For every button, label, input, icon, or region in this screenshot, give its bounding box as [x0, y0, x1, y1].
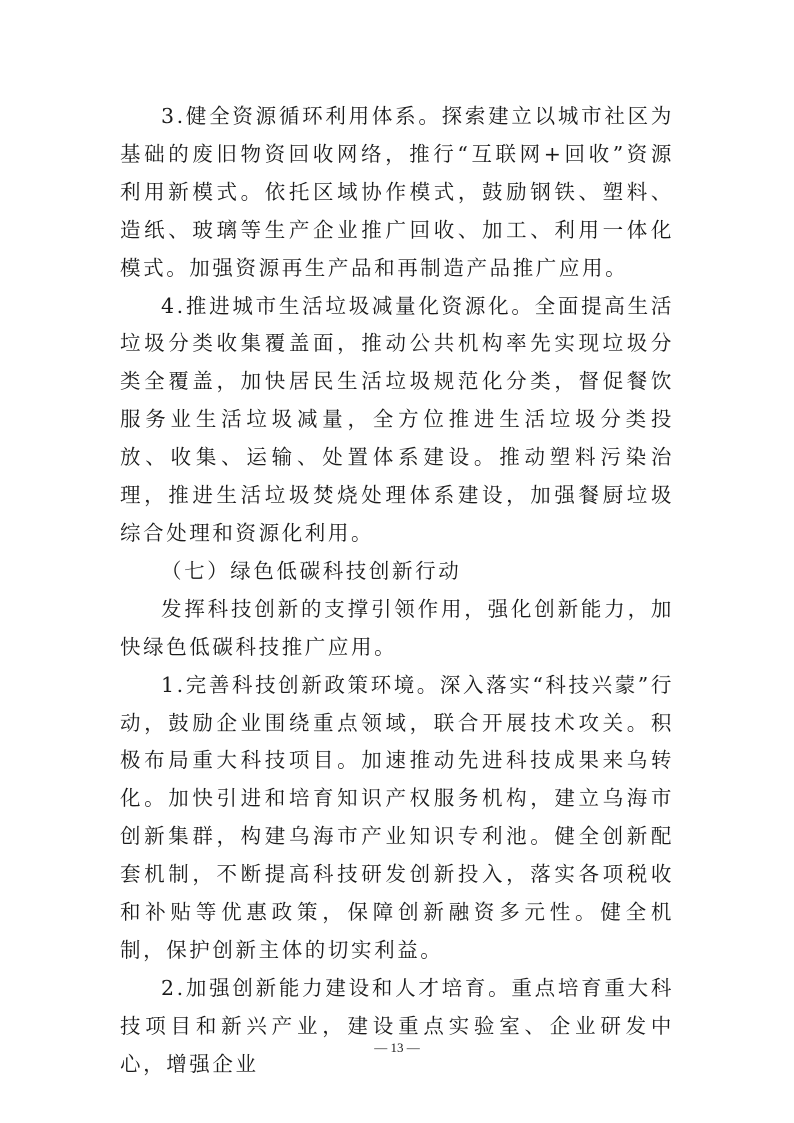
paragraph-resource-recycling: 3.健全资源循环利用体系。探索建立以城市社区为基础的废旧物资回收网络，推行“互联网+回收”资源利用新模式。依托区域协作模式，鼓励钢铁、塑料、造纸、玻璃等生产企业推广回收、加工、利用一体化模式。加强资源再生产品和再制造产品推广应用。: [120, 104, 674, 280]
paragraph-waste-reduction: 4.推进城市生活垃圾减量化资源化。全面提高生活垃圾分类收集覆盖面，推动公共机构率先实现垃圾分类全覆盖，加快居民生活垃圾规范化分类，督促餐饮服务业生活垃圾减量，全方位推进生活垃圾分类投放、收集、运输、处置体系建设。推动塑料污染治理，推进生活垃圾焚烧处理体系建设，加强餐厨垃圾综合处理和资源化利用。: [120, 293, 674, 545]
section-heading: （七）绿色低碳科技创新行动: [161, 558, 462, 583]
page-number: — 13 —: [374, 1040, 420, 1055]
paragraph-section-intro: 发挥科技创新的支撑引领作用，强化创新能力，加快绿色低碳科技推广应用。: [120, 596, 674, 659]
paragraph-innovation-capacity: 2.加强创新能力建设和人才培育。重点培育重大科技项目和新兴产业，建设重点实验室、企业研发中心，增强企业: [120, 975, 674, 1076]
document-body: [120, 98, 674, 1084]
paragraph-innovation-policy: 1.完善科技创新政策环境。深入落实“科技兴蒙”行动，鼓励企业围绕重点领域，联合开展技术攻关。积极布局重大科技项目。加速推动先进科技成果来乌转化。加快引进和培育知识产权服务机构，建立乌海市创新集群，构建乌海市产业知识专利池。健全创新配套机制，不断提高科技研发创新投入，落实各项税收和补贴等优惠政策，保障创新融资多元性。健全机制，保护创新主体的切实利益。: [120, 672, 674, 962]
